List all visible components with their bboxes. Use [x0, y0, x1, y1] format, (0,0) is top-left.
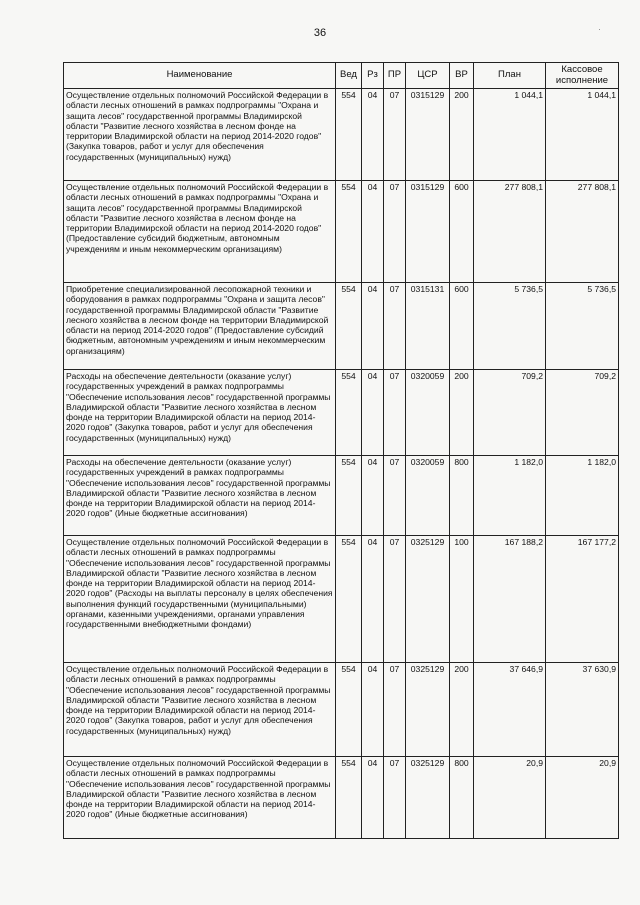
row-cash: 37 630,9 — [546, 663, 619, 757]
row-pr: 07 — [384, 89, 406, 181]
row-plan: 37 646,9 — [474, 663, 546, 757]
row-csr: 0315129 — [406, 89, 450, 181]
row-csr: 0325129 — [406, 757, 450, 839]
row-cash: 167 177,2 — [546, 536, 619, 663]
table-row — [64, 181, 619, 283]
header-rz: Рз — [362, 63, 384, 89]
page-number: 36 — [313, 27, 327, 39]
row-pr: 07 — [384, 536, 406, 663]
row-pr: 07 — [384, 181, 406, 283]
header-cash: Кассовое исполнение — [546, 63, 619, 89]
row-pr: 07 — [384, 757, 406, 839]
row-cash: 709,2 — [546, 370, 619, 456]
row-rz: 04 — [362, 181, 384, 283]
row-name: Расходы на обеспечение деятельности (оказание услуг) государственных учреждений в рамках подпрограммы "Обеспечение использования лесов" государственной программы Владимирской области "Развитие лесного хозяйства в лесном фонде на территории Владимирской области на период 2014-2020 годов" (Закупка товаров, работ и услуг для обеспечения государственных (муниципальных) нужд) — [64, 370, 336, 456]
row-plan: 709,2 — [474, 370, 546, 456]
row-plan: 20,9 — [474, 757, 546, 839]
row-vr: 600 — [450, 181, 474, 283]
row-rz: 04 — [362, 456, 384, 536]
budget-table — [63, 62, 619, 839]
table-row — [64, 283, 619, 370]
row-name: Осуществление отдельных полномочий Российской Федерации в области лесных отношений в рамках подпрограммы "Обеспечение использования лесов" государственной программы Владимирской области "Развитие лесного хозяйства в лесном фонде на территории Владимирской области на период 2014-2020 годов" (Расходы на выплаты персоналу в целях обеспечения выполнения функций государственными (муниципальными) органами, казенными учреждениями, органами управления государственными внебюджетными фондами) — [64, 536, 336, 663]
row-plan: 5 736,5 — [474, 283, 546, 370]
row-csr: 0315131 — [406, 283, 450, 370]
row-pr: 07 — [384, 370, 406, 456]
table-header-row — [64, 63, 619, 89]
row-ved: 554 — [336, 181, 362, 283]
row-rz: 04 — [362, 283, 384, 370]
header-ved: Вед — [336, 63, 362, 89]
row-plan: 167 188,2 — [474, 536, 546, 663]
row-vr: 100 — [450, 536, 474, 663]
table-row — [64, 536, 619, 663]
row-name: Осуществление отдельных полномочий Российской Федерации в области лесных отношений в рамках подпрограммы "Охрана и защита лесов" государственной программы Владимирской области "Развитие лесного хозяйства в лесном фонде на территории Владимирской области на период 2014-2020 годов" (Предоставление субсидий бюджетным, автономным учреждениям и иным некоммерческим организациям) — [64, 181, 336, 283]
row-plan: 277 808,1 — [474, 181, 546, 283]
row-name: Осуществление отдельных полномочий Российской Федерации в области лесных отношений в рамках подпрограммы "Охрана и защита лесов" государственной программы Владимирской области "Развитие лесного хозяйства в лесном фонде на территории Владимирской области на период 2014-2020 годов" (Закупка товаров, работ и услуг для обеспечения государственных (муниципальных) нужд) — [64, 89, 336, 181]
row-name: Приобретение специализированной лесопожарной техники и оборудования в рамках подпрограммы "Охрана и защита лесов" государственной программы Владимирской области "Развитие лесного хозяйства в лесном фонде на территории Владимирской области на период 2014-2020 годов" (Предоставление субсидий бюджетным, автономным учреждениям и иным некоммерческим организациям) — [64, 283, 336, 370]
row-ved: 554 — [336, 456, 362, 536]
row-csr: 0325129 — [406, 536, 450, 663]
row-name: Расходы на обеспечение деятельности (оказание услуг) государственных учреждений в рамках подпрограммы "Обеспечение использования лесов" государственной программы Владимирской области "Развитие лесного хозяйства в лесном фонде на территории Владимирской области на период 2014-2020 годов" (Иные бюджетные ассигнования) — [64, 456, 336, 536]
row-rz: 04 — [362, 536, 384, 663]
header-pr: ПР — [384, 63, 406, 89]
row-vr: 200 — [450, 89, 474, 181]
row-pr: 07 — [384, 663, 406, 757]
row-plan: 1 182,0 — [474, 456, 546, 536]
row-csr: 0320059 — [406, 370, 450, 456]
row-plan: 1 044,1 — [474, 89, 546, 181]
row-rz: 04 — [362, 757, 384, 839]
header-plan: План — [474, 63, 546, 89]
row-csr: 0325129 — [406, 663, 450, 757]
row-vr: 800 — [450, 757, 474, 839]
row-ved: 554 — [336, 663, 362, 757]
row-ved: 554 — [336, 757, 362, 839]
row-name: Осуществление отдельных полномочий Российской Федерации в области лесных отношений в рамках подпрограммы "Обеспечение использования лесов" государственной программы Владимирской области "Развитие лесного хозяйства в лесном фонде на территории Владимирской области на период 2014-2020 годов" (Иные бюджетные ассигнования) — [64, 757, 336, 839]
row-cash: 1 044,1 — [546, 89, 619, 181]
row-pr: 07 — [384, 456, 406, 536]
row-ved: 554 — [336, 536, 362, 663]
row-vr: 200 — [450, 663, 474, 757]
row-cash: 20,9 — [546, 757, 619, 839]
row-rz: 04 — [362, 663, 384, 757]
row-vr: 200 — [450, 370, 474, 456]
row-cash: 277 808,1 — [546, 181, 619, 283]
row-csr: 0320059 — [406, 456, 450, 536]
row-rz: 04 — [362, 89, 384, 181]
row-ved: 554 — [336, 89, 362, 181]
table-row — [64, 89, 619, 181]
table-row — [64, 370, 619, 456]
row-rz: 04 — [362, 370, 384, 456]
row-cash: 5 736,5 — [546, 283, 619, 370]
row-ved: 554 — [336, 370, 362, 456]
header-name: Наименование — [64, 63, 336, 89]
row-csr: 0315129 — [406, 181, 450, 283]
row-vr: 600 — [450, 283, 474, 370]
table-row — [64, 757, 619, 839]
header-vr: ВР — [450, 63, 474, 89]
row-vr: 800 — [450, 456, 474, 536]
table-row — [64, 456, 619, 536]
table-body — [64, 89, 619, 839]
header-csr: ЦСР — [406, 63, 450, 89]
row-cash: 1 182,0 — [546, 456, 619, 536]
row-pr: 07 — [384, 283, 406, 370]
row-ved: 554 — [336, 283, 362, 370]
row-name: Осуществление отдельных полномочий Российской Федерации в области лесных отношений в рамках подпрограммы "Обеспечение использования лесов" государственной программы Владимирской области "Развитие лесного хозяйства в лесном фонде на территории Владимирской области на период 2014-2020 годов" (Закупка товаров, работ и услуг для обеспечения государственных (муниципальных) нужд) — [64, 663, 336, 757]
table-row — [64, 663, 619, 757]
scan-mark: · — [598, 24, 601, 34]
